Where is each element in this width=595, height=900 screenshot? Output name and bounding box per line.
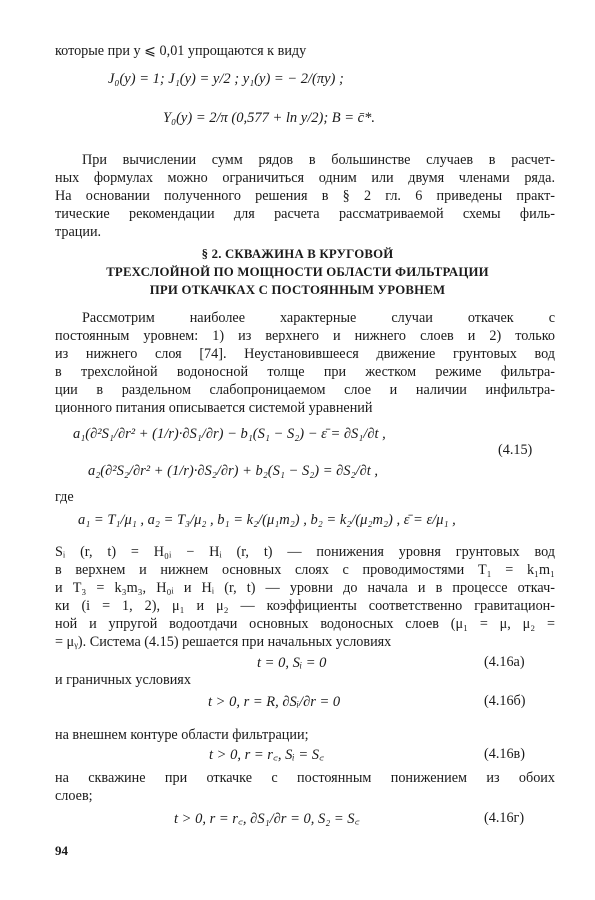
- equation-4-16v-label: (4.16в): [484, 746, 525, 762]
- where-label: где: [55, 489, 74, 505]
- section-heading: ТРЕХСЛОЙНОЙ ПО МОЩНОСТИ ОБЛАСТИ ФИЛЬТРАЦИИ: [106, 265, 489, 279]
- coefficients-line: a₁ = T₁/μ₁ , a₂ = T₃/μ₂ , b₁ = k₂/(μ₁m₂) , b₂ = k₂/(μ₂m₂) , ε̄ = ε/μ₁ ,: [78, 512, 456, 528]
- section-heading: ПРИ ОТКАЧКАХ С ПОСТОЯННЫМ УРОВНЕМ: [149, 283, 446, 297]
- equation-4-16v: t > 0, r = r꜀, Sᵢ = S꜀: [209, 747, 324, 763]
- paragraph-1-line: На основании полученного решения в § 2 гл. 6 приведены практ-: [55, 188, 555, 204]
- paragraph-3-line: ной и упругой водоотдачи основных водоносных слоев (μ₁ = μ, μ₂ =: [55, 616, 555, 632]
- equation-4-15-label: (4.15): [498, 442, 533, 458]
- equation-4-16b: t > 0, r = R, ∂Sᵢ/∂r = 0: [208, 694, 341, 710]
- paragraph-2-line: из нижнего слоя [74]. Неустановившееся движение грунтовых вод: [55, 346, 555, 362]
- paragraph-3-line: ки (i = 1, 2), μ₁ и μ₂ — коэффициенты соответственно гравитацион-: [55, 598, 555, 614]
- paragraph-3-line: и T₃ = k₃m₃, H₀ᵢ и Hᵢ (r, t) — уровни до начала и в процессе откач-: [55, 580, 555, 596]
- intro-line: которые при y ⩽ 0,01 упрощаются к виду: [55, 43, 307, 59]
- page-number: 94: [55, 843, 68, 858]
- paragraph-1-line: тические рекомендации для расчета рассматриваемой схемы филь-: [55, 206, 555, 222]
- equation-4-16a: t = 0, Sᵢ = 0: [257, 655, 327, 671]
- paragraph-3-line: = μᵧ). Система (4.15) решается при начальных условиях: [55, 634, 392, 650]
- paragraph-1-line: трации.: [55, 224, 102, 240]
- equation-4-15-line-1: a₁(∂²S₁/∂r² + (1/r)·∂S₁/∂r) − b₁(S₁ − S₂) − ε̄ = ∂S₁/∂t ,: [73, 426, 386, 442]
- formula-bessel-y: Y₀(y) = 2/π (0,577 + ln y/2); B = c̄*.: [163, 110, 375, 126]
- paragraph-3-line: в верхнем и нижнем основных слоях с проводимостями T₁ = k₁m₁: [55, 562, 555, 578]
- paragraph-2-line: постоянным уровнем: 1) из верхнего и нижнего слоев и 2) только: [55, 328, 555, 344]
- paragraph-2-line: ции в раздельном слабопроницаемом слое и наличии инфильтра-: [55, 382, 555, 398]
- paragraph-1-line: ных формулах можно ограничиться одним или двумя членами ряда.: [55, 170, 555, 186]
- paragraph-2-line: ционного питания описывается системой уравнений: [55, 400, 373, 416]
- formula-bessel-j: J₀(y) = 1; J₁(y) = y/2 ; y₁(y) = − 2/(πy) ;: [108, 71, 344, 87]
- equation-4-16b-label: (4.16б): [484, 693, 526, 709]
- paragraph-2-line: в трехслойной водоносной толще при жестком режиме фильтра-: [55, 364, 555, 380]
- section-heading: § 2. СКВАЖИНА В КРУГОВОЙ: [201, 247, 394, 261]
- paragraph-2-line: Рассмотрим наиболее характерные случаи откачек с: [82, 310, 555, 326]
- equation-4-16g: t > 0, r = r꜀, ∂S₁/∂r = 0, S₂ = S꜀: [174, 811, 360, 827]
- boundary-conditions-text: и граничных условиях: [55, 672, 191, 688]
- paragraph-1-line: При вычислении сумм рядов в большинстве случаев в расчет-: [82, 152, 555, 168]
- well-text-line: на скважине при откачке с постоянным понижением из обоих: [55, 770, 555, 786]
- well-text-line: слоев;: [55, 788, 93, 804]
- equation-4-16g-label: (4.16г): [484, 810, 525, 826]
- outer-contour-text: на внешнем контуре области фильтрации;: [55, 727, 309, 743]
- equation-4-16a-label: (4.16а): [484, 654, 525, 670]
- paragraph-3-line: Sᵢ (r, t) = H₀ᵢ − Hᵢ (r, t) — понижения уровня грунтовых вод: [55, 544, 555, 560]
- equation-4-15-line-2: a₂(∂²S₂/∂r² + (1/r)·∂S₂/∂r) + b₂(S₁ − S₂) = ∂S₂/∂t ,: [88, 463, 379, 479]
